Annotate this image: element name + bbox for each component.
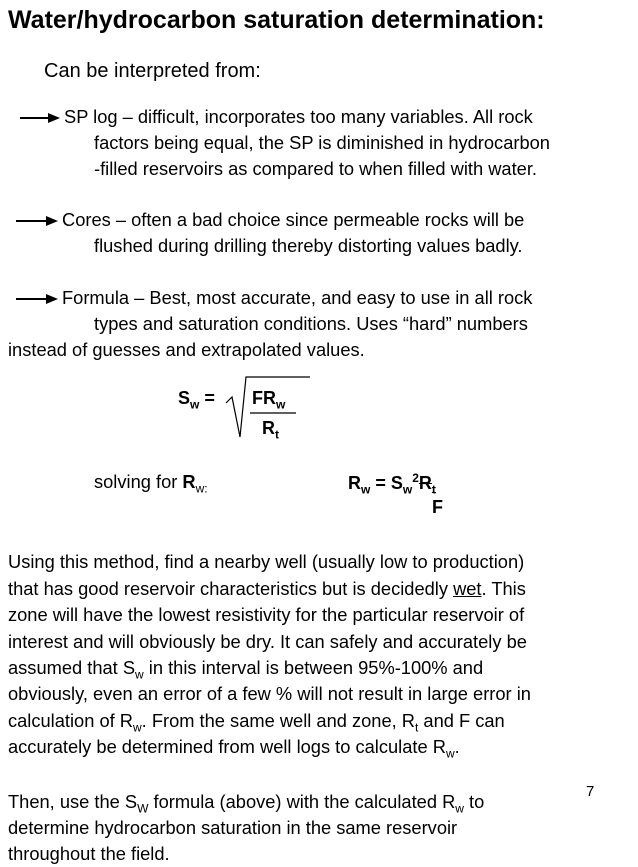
paragraph-line: Then, use the $S_W$ formula (above) with the calculated $R_w$ to — [8, 791, 485, 816]
formula-sw-numerator: $FR_w$ — [252, 388, 286, 412]
formula-rw-denominator: F — [432, 497, 443, 517]
paragraph-line: zone will have the lowest resistivity for the particular reservoir of — [8, 604, 525, 625]
list-item-cores — [16, 207, 524, 233]
list-item-line: instead of guesses and extrapolated values. — [8, 339, 365, 360]
list-item-line: flushed during drilling thereby distorting values badly. — [94, 235, 523, 256]
paragraph-line: calculation of $R_w$. From the same well and zone, $R_t$ and F can — [8, 710, 505, 735]
list-item-line: -filled reservoirs as compared to when filled with water. — [94, 158, 537, 179]
paragraph-line: interest and will obviously be dry. It can safely and accurately be — [8, 631, 527, 652]
paragraph-line: determine hydrocarbon saturation in the same reservoir — [8, 817, 458, 838]
list-item-line: SP log – difficult, incorporates too many variables. All rock — [64, 106, 533, 127]
paragraph-line: accurately be determined from well logs to calculate $R_w$. — [8, 736, 460, 761]
paragraph-line: that has good reservoir characteristics but is decidedly wet. This — [8, 578, 526, 599]
arrow-right-icon — [16, 207, 62, 233]
list-item-line: types and saturation conditions. Uses “hard” numbers — [94, 313, 528, 334]
arrow-right-icon — [16, 285, 62, 311]
list-item-line: Cores – often a bad choice since permeable rocks will be — [62, 209, 525, 230]
formula-sw-lhs: $S_w$ = — [178, 388, 215, 412]
paragraph-line: assumed that $S_w$ in this interval is between 95%-100% and — [8, 657, 484, 682]
paragraph-line: obviously, even an error of a few % will not result in large error in — [8, 683, 531, 704]
page-title: Water/hydrocarbon saturation determination: — [8, 6, 545, 34]
page-number: 7 — [586, 783, 595, 800]
list-item-sp-log — [20, 104, 533, 130]
list-item-line: factors being equal, the SP is diminished in hydrocarbon — [94, 132, 550, 153]
paragraph-line: Using this method, find a nearby well (usually low to production) — [8, 551, 525, 572]
solving-label: solving for $R_{w:}$ — [94, 471, 208, 496]
list-item-formula — [16, 285, 532, 311]
formula-rw: $R_w = S_w^2R_t$ — [348, 471, 436, 497]
formula-sw-denominator: $R_t$ — [262, 418, 279, 442]
paragraph-line: throughout the field. — [8, 843, 170, 864]
intro-text: Can be interpreted from: — [44, 60, 261, 82]
list-item-line: Formula – Best, most accurate, and easy to use in all rock — [62, 287, 533, 308]
arrow-right-icon — [20, 104, 64, 130]
